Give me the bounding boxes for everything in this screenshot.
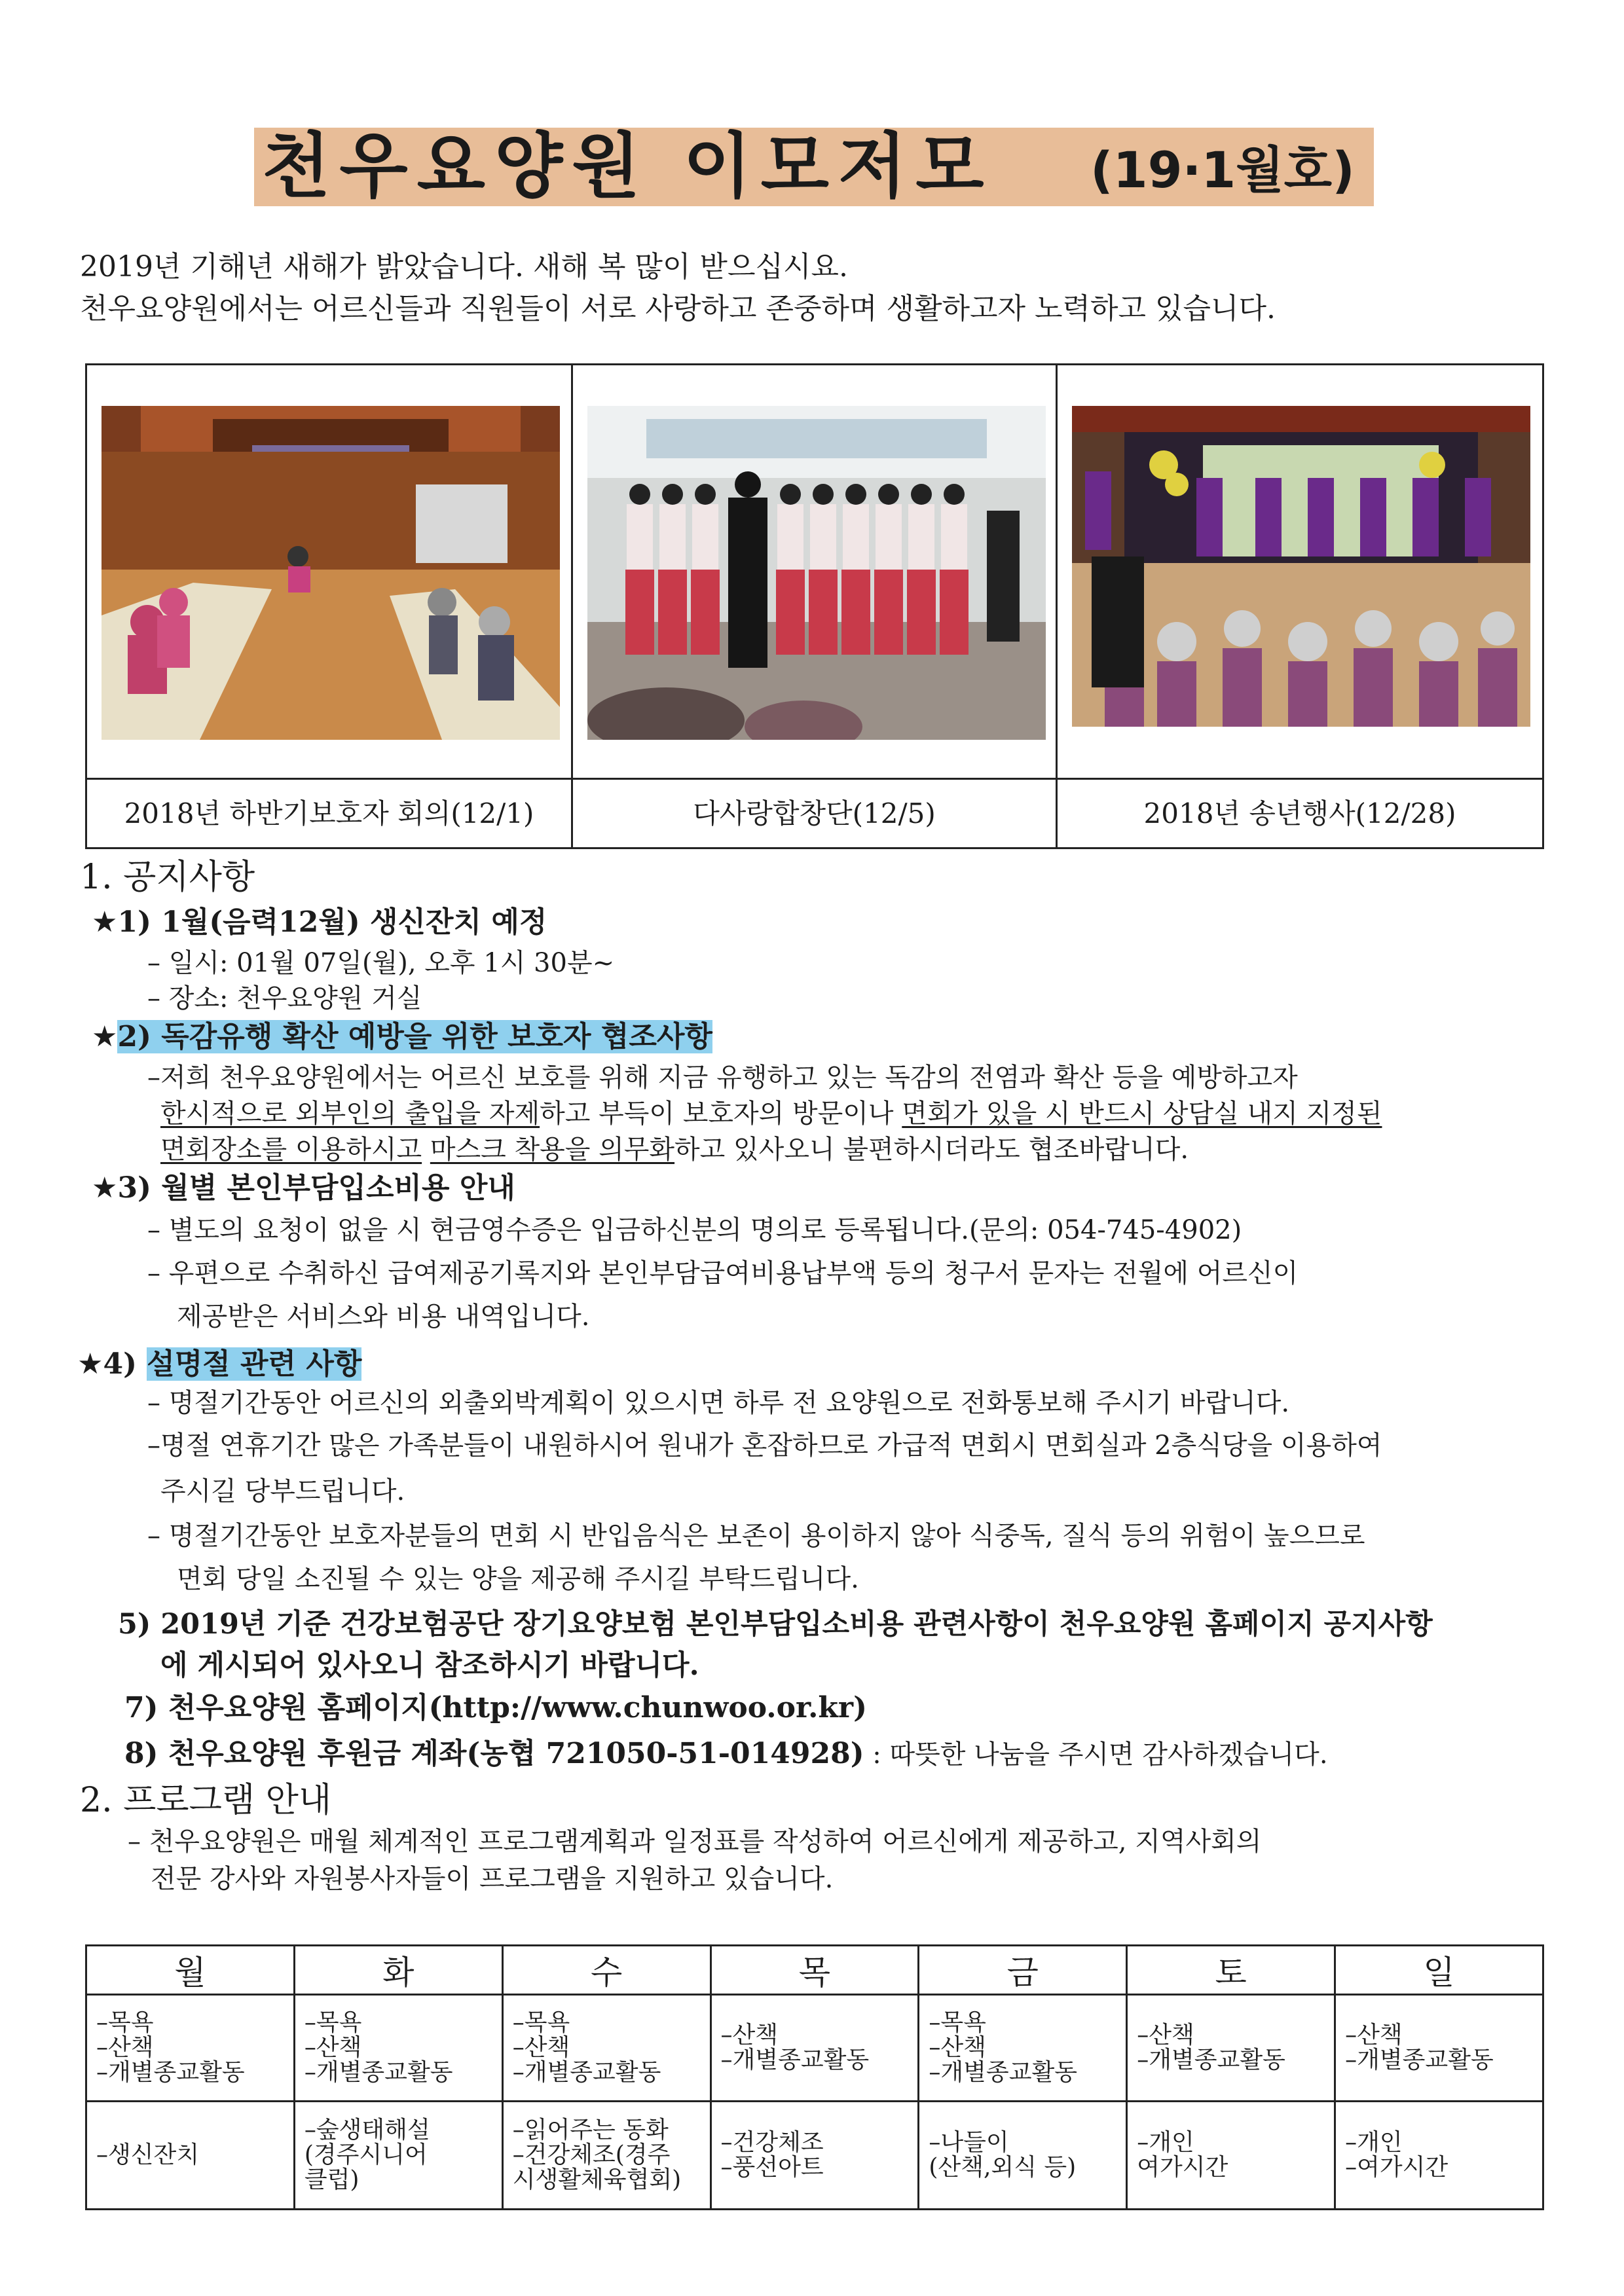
schedule-activity: –산책 [512, 2034, 570, 2061]
underline-meeting-room: 면회가 있을 시 반드시 상담실 내지 지정된 [902, 1099, 1382, 1129]
day-header: 일 [1335, 1946, 1543, 1995]
day-header: 월 [86, 1946, 295, 1995]
donation-message: : 따뜻한 나눔을 주시면 감사하겠습니다. [864, 1740, 1328, 1770]
notice-item-2-title-row [92, 1018, 712, 1056]
schedule-cell [294, 2102, 502, 2210]
schedule-activity: –나들이 [929, 2129, 1009, 2156]
notice-item-2-line-3 [160, 1131, 1189, 1168]
program-schedule-table [85, 1944, 1544, 2210]
homepage-link[interactable]: 7) 천우요양원 홈페이지(http://www.chunwoo.or.kr) [124, 1691, 867, 1724]
day-header: 목 [710, 1946, 919, 1995]
schedule-cell [86, 2102, 295, 2210]
schedule-activity: 시생활체육협회) [512, 2166, 682, 2193]
schedule-cell [86, 1995, 295, 2102]
schedule-cell [710, 1995, 919, 2102]
photo-guardian-meeting [101, 406, 560, 740]
donation-account [124, 1735, 1328, 1774]
schedule-activity: –목욕 [512, 2009, 570, 2036]
underline-meeting-place: 면회장소를 이용하시고 [160, 1135, 422, 1165]
notice-item-4-line-5: 면회 당일 소진될 수 있는 양을 제공해 주시길 부탁드립니다. [177, 1564, 859, 1594]
schedule-cell [919, 1995, 1127, 2102]
schedule-activity: –개별종교활동 [96, 2059, 245, 2086]
schedule-activity: (경주시니어 [304, 2141, 428, 2168]
notice-item-3-title [92, 1169, 515, 1207]
schedule-activity: –산책 [720, 2022, 779, 2049]
notice-item-5-line-1: 5) 2019년 기준 건강보험공단 장기요양보험 본인부담입소비용 관련사항이 천우요양원 홈페이지 공지사항 [118, 1608, 1433, 1641]
star-icon: ★ [92, 1020, 118, 1053]
notice-item-5-line-2: 에 게시되어 있사오니 참조하시기 바랍니다. [160, 1649, 699, 1682]
schedule-cell [502, 1995, 710, 2102]
star-icon: ★ [77, 1347, 103, 1381]
schedule-activity: –목욕 [304, 2009, 362, 2036]
schedule-activity: –건강체조(경주 [512, 2141, 671, 2168]
photo-cell-2 [573, 365, 1058, 778]
photo-choir [587, 406, 1046, 740]
caption-year-end: 2018년 송년행사(12/28) [1143, 797, 1456, 829]
notice-item-2-line-1: –저희 천우요양원에서는 어르신 보호를 위해 지금 유행하고 있는 독감의 전염과 확산 등을 예방하고자 [147, 1063, 1298, 1093]
caption-choir: 다사랑합창단(12/5) [573, 780, 1058, 847]
program-desc-line-1: – 천우요양원은 매월 체계적인 프로그램계획과 일정표를 작성하여 어르신에게 제공하고, 지역사회의 [128, 1827, 1262, 1857]
notice-item-4-line-1: – 명절기간동안 어르신의 외출외박계획이 있으시면 하루 전 요양원으로 전화통보해 주시기 바랍니다. [147, 1388, 1290, 1418]
schedule-activity: –산책 [304, 2034, 362, 2061]
schedule-activity: –산책 [1137, 2022, 1194, 2049]
notice-item-1-text: 1) 1월(음력12월) 생신잔치 예정 [117, 905, 547, 939]
notice-item-4-num: 4) [103, 1347, 147, 1381]
schedule-activity: –개인 [1137, 2129, 1194, 2156]
schedule-activity: –목욕 [929, 2009, 986, 2036]
notice-item-1-line-2: – 장소: 천우요양원 거실 [147, 983, 422, 1013]
star-icon: ★ [92, 905, 118, 939]
program-heading: 2. 프로그램 안내 [80, 1781, 332, 1820]
notice-item-2-title: 2) 독감유행 확산 예방을 위한 보호자 협조사항 [117, 1020, 712, 1053]
photo-year-end-event [1072, 406, 1530, 727]
schedule-activity: –개별종교활동 [1137, 2047, 1285, 2073]
caption-guardian-meeting: 2018년 하반기보호자 회의(12/1) [87, 780, 573, 847]
donation-account-number: 8) 천우요양원 후원금 계좌(농협 721050-51-014928) [124, 1737, 864, 1770]
photo-cell-3 [1058, 365, 1546, 778]
notice-item-4-line-3: 주시길 당부드립니다. [160, 1476, 405, 1506]
schedule-activity: –생신잔치 [96, 2141, 200, 2168]
schedule-activity: 여가시간 [1137, 2154, 1228, 2181]
schedule-activity: –개인 [1345, 2129, 1403, 2156]
schedule-activity: 클럽) [304, 2166, 360, 2193]
notice-heading: 1. 공지사항 [80, 858, 255, 897]
schedule-activity: –개별종교활동 [1345, 2047, 1494, 2073]
schedule-cell [710, 2102, 919, 2210]
schedule-activity: –건강체조 [720, 2129, 824, 2156]
day-header: 화 [294, 1946, 502, 1995]
photo-cell-1 [87, 365, 573, 778]
day-header: 토 [1127, 1946, 1335, 1995]
schedule-cell [502, 2102, 710, 2210]
notice-item-4-line-4: – 명절기간동안 보호자분들의 면회 시 반입음식은 보존이 용이하지 않아 식중독, 질식 등의 위험이 높으므로 [147, 1521, 1365, 1551]
star-icon: ★ [92, 1171, 118, 1205]
schedule-activity: –산책 [1345, 2022, 1403, 2049]
schedule-cell [919, 2102, 1127, 2210]
table-header-row [86, 1946, 1543, 1995]
schedule-activity: –산책 [96, 2034, 154, 2061]
schedule-activity: –풍선아트 [720, 2154, 824, 2181]
schedule-cell [1335, 1995, 1543, 2102]
notice-item-1-line-1: – 일시: 01월 07일(월), 오후 1시 30분~ [147, 948, 615, 978]
notice-item-3-text: 3) 월별 본인부담입소비용 안내 [117, 1171, 515, 1205]
photo-table [85, 363, 1544, 849]
schedule-cell [1127, 1995, 1335, 2102]
notice-item-2-line-2 [160, 1095, 1382, 1132]
schedule-activity: –산책 [929, 2034, 986, 2061]
schedule-cell [1335, 2102, 1543, 2210]
notice-item-3-line-2: – 우편으로 수취하신 급여제공기록지와 본인부담급여비용납부액 등의 청구서 문자는 전월에 어르신이 [147, 1258, 1299, 1288]
table-row [86, 1995, 1543, 2102]
underline-visitor-restriction: 한시적으로 외부인의 출입을 자제 [160, 1099, 540, 1129]
caption-row [87, 778, 1542, 847]
line-text: 하고 있사오니 불편하시더라도 협조바랍니다. [674, 1135, 1189, 1165]
program-desc-line-2: 전문 강사와 자원봉사자들이 프로그램을 지원하고 있습니다. [151, 1864, 834, 1894]
schedule-activity: –개별종교활동 [929, 2059, 1078, 2086]
schedule-activity: –목욕 [96, 2009, 154, 2036]
schedule-activity: –읽어주는 동화 [512, 2117, 669, 2143]
schedule-activity: –개별종교활동 [512, 2059, 661, 2086]
schedule-activity: –여가시간 [1345, 2154, 1449, 2181]
page-title: 천우요양원 이모저모 [262, 126, 993, 208]
schedule-activity: –개별종교활동 [720, 2047, 870, 2073]
schedule-activity: –숲생태해설 [304, 2117, 430, 2143]
schedule-activity: (산책,외식 등) [929, 2154, 1077, 2181]
notice-item-3-line-1: – 별도의 요청이 없을 시 현금영수증은 입금하신분의 명의로 등록됩니다.(문의: 054-745-4902) [147, 1215, 1242, 1245]
line-text: 하고 부득이 보호자의 방문이나 [540, 1099, 902, 1129]
notice-item-4-line-2: –명절 연휴기간 많은 가족분들이 내원하시어 원내가 혼잡하므로 가급적 면회시 면회실과 2층식당을 이용하여 [147, 1430, 1382, 1461]
notice-item-4-title: 설명절 관련 사항 [147, 1347, 362, 1381]
day-header: 금 [919, 1946, 1127, 1995]
intro-line-2: 천우요양원에서는 어르신들과 직원들이 서로 사랑하고 존중하며 생활하고자 노력하고 있습니다. [80, 292, 1276, 325]
notice-item-3-line-3: 제공받은 서비스와 비용 내역입니다. [177, 1302, 590, 1332]
notice-item-4-title-row [77, 1345, 361, 1383]
notice-item-1-title [92, 903, 547, 941]
line-text [422, 1135, 430, 1165]
issue-label: (19·1월호) [1090, 141, 1355, 199]
schedule-activity: –개별종교활동 [304, 2059, 453, 2086]
table-row [86, 2102, 1543, 2210]
schedule-cell [1127, 2102, 1335, 2210]
day-header: 수 [502, 1946, 710, 1995]
intro-line-1: 2019년 기해년 새해가 밝았습니다. 새해 복 많이 받으십시요. [80, 250, 848, 283]
schedule-cell [294, 1995, 502, 2102]
underline-mask: 마스크 착용을 의무화 [430, 1135, 675, 1165]
